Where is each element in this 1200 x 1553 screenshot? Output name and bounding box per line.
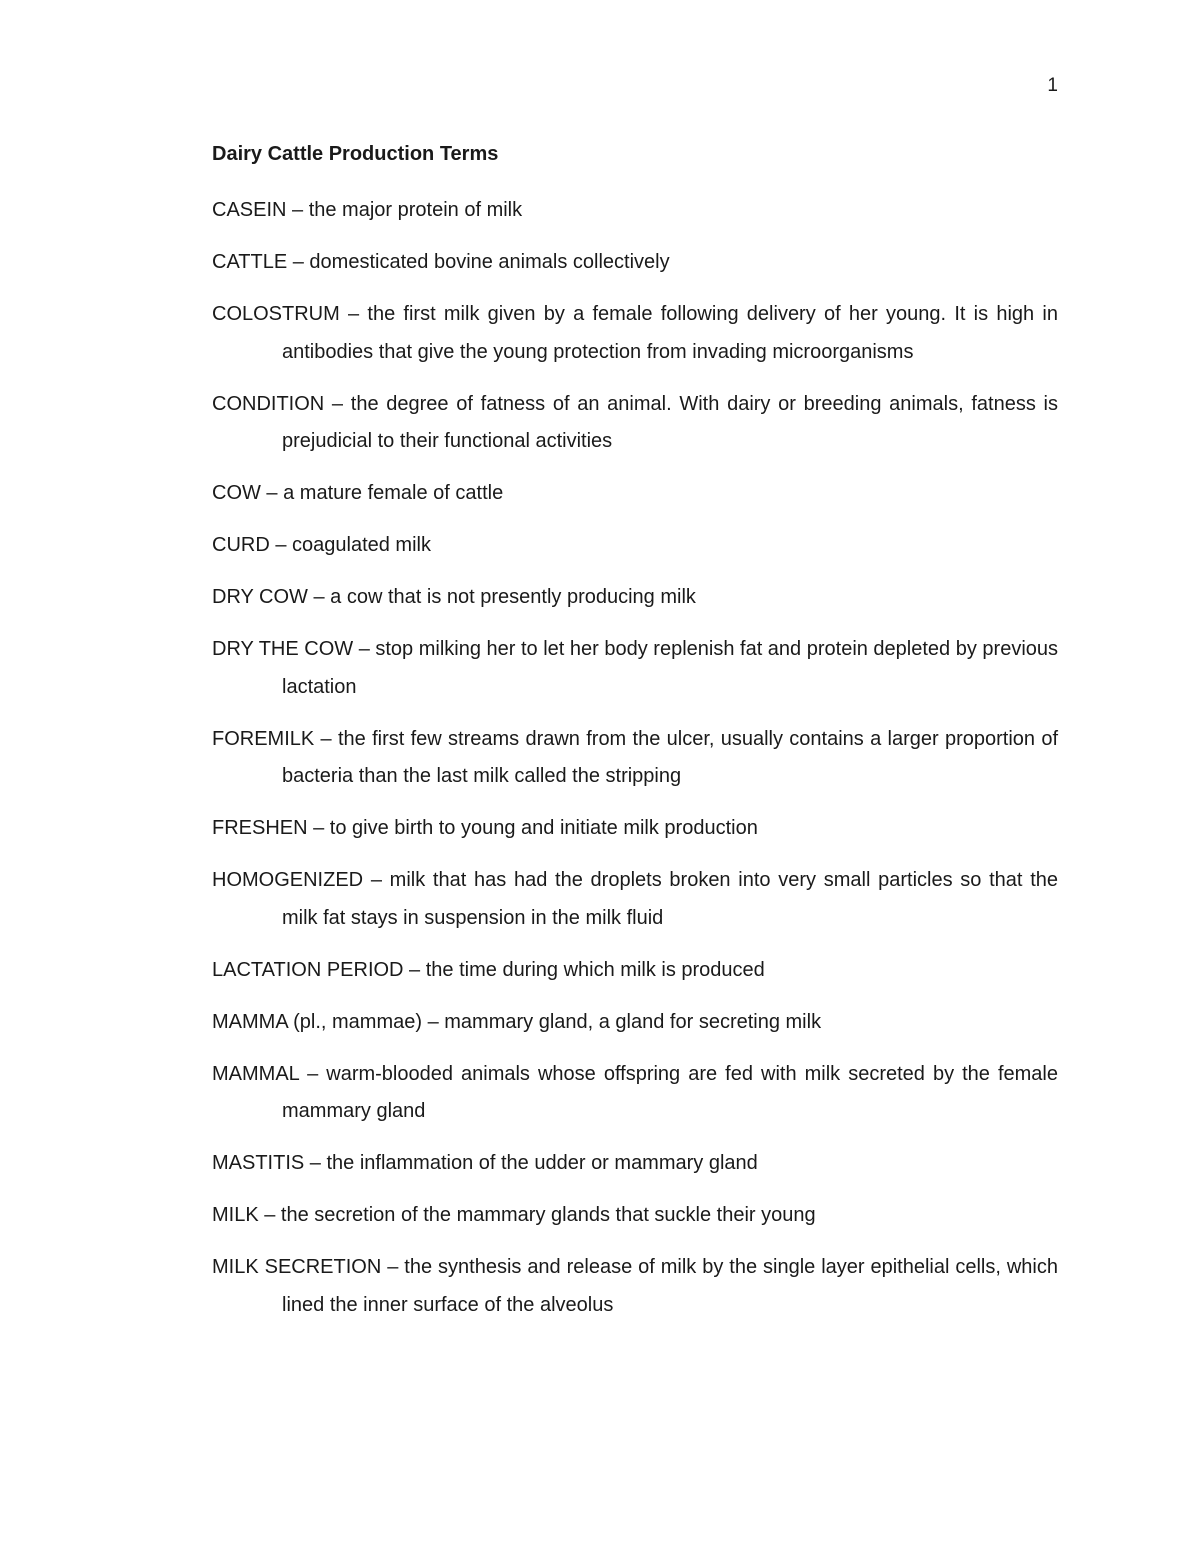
term-entry: MILK SECRETION – the synthesis and release of milk by the single layer epithelial cells, which lined the inner surface of the alveolus (212, 1256, 1058, 1316)
term-entry: CONDITION – the degree of fatness of an animal. With dairy or breeding animals, fatness is prejudicial to their functional activities (212, 392, 1058, 452)
term-entry: COLOSTRUM – the first milk given by a female following delivery of her young. It is high in antibodies that give the young protection from invading microorganisms (212, 303, 1058, 363)
term-entry: CASEIN – the major protein of milk (212, 199, 523, 221)
term-entry: CURD – coagulated milk (212, 534, 431, 556)
term-entry: FOREMILK – the first few streams drawn from the ulcer, usually contains a larger proportion of bacteria than the last milk called the stripping (212, 727, 1058, 787)
page-number: 1 (1047, 75, 1058, 96)
term-entry: DRY COW – a cow that is not presently producing milk (212, 586, 696, 608)
term-entry: HOMOGENIZED – milk that has had the droplets broken into very small particles so that the milk fat stays in suspension in the milk fluid (212, 869, 1058, 929)
term-entry: COW – a mature female of cattle (212, 482, 504, 504)
term-entry: LACTATION PERIOD – the time during which milk is produced (212, 958, 765, 981)
document-title: Dairy Cattle Production Terms (212, 143, 499, 165)
term-entry: CATTLE – domesticated bovine animals collectively (212, 251, 670, 273)
term-entry: MILK – the secretion of the mammary glands that suckle their young (212, 1204, 816, 1226)
term-entry: MAMMA (pl., mammae) – mammary gland, a gland for secreting milk (212, 1010, 822, 1033)
term-entry: MAMMAL – warm-blooded animals whose offspring are fed with milk secreted by the female mammary gland (212, 1062, 1058, 1122)
term-entry: MASTITIS – the inflammation of the udder or mammary gland (212, 1152, 758, 1174)
term-entry: FRESHEN – to give birth to young and initiate milk production (212, 817, 758, 839)
document-body (212, 140, 1058, 1339)
term-entry: DRY THE COW – stop milking her to let her body replenish fat and protein depleted by previous lactation (212, 638, 1059, 698)
